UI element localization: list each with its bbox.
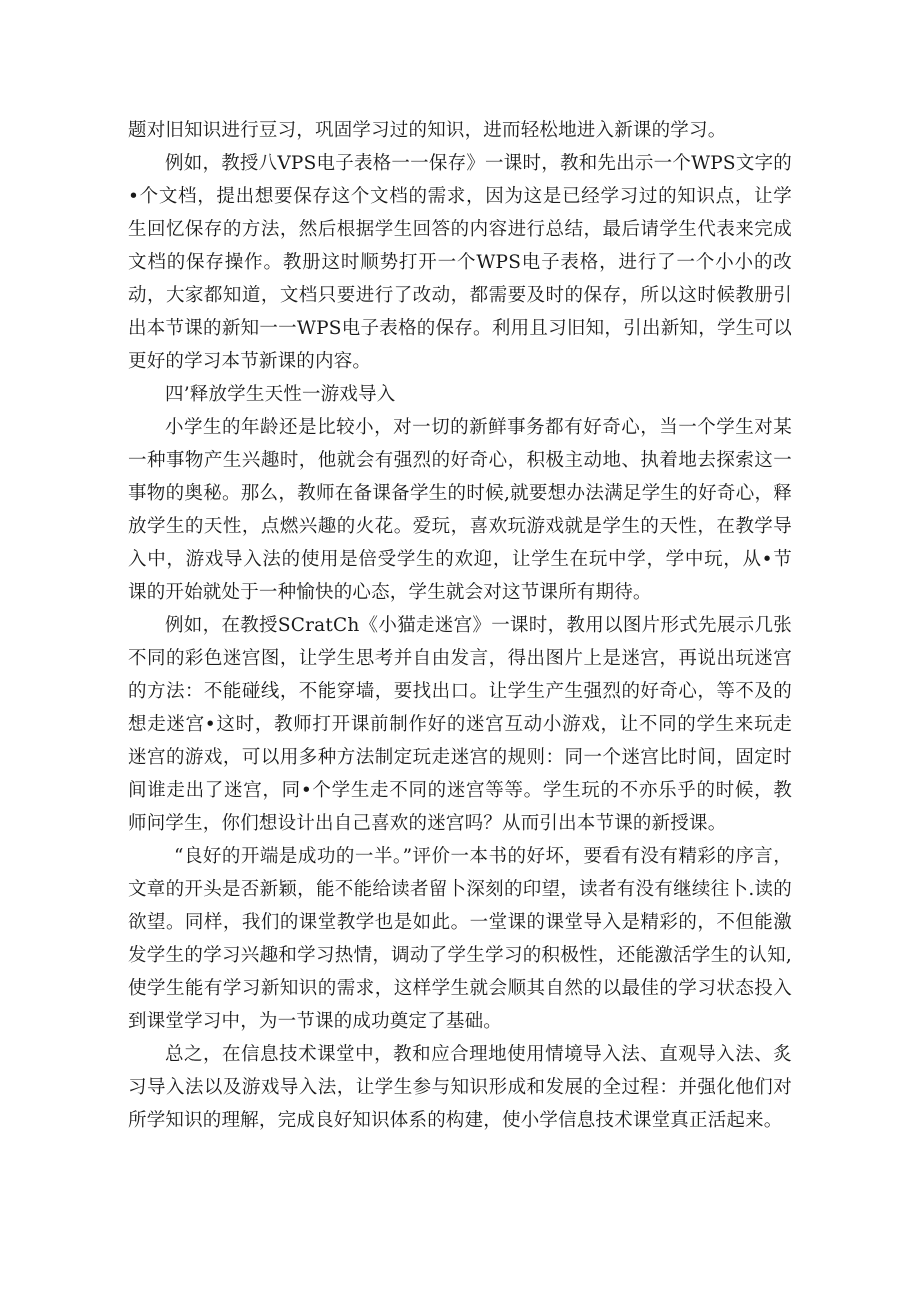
paragraph-3: 小学生的年龄还是比较小，对一切的新鲜事务都有好奇心，当一个学生对某一种事物产生兴趣时，他就会有强烈的好奇心，积极主动地、执着地去探索这一事物的奥秘。那么，教师在备课备学生的时候,就要想办法满足学生的好奇心，释放学生的天性，点燃兴趣的火花。爱玩，喜欢玩游戏就是学生的天性，在教学导入中，游戏导入法的使用是倍受学生的欢迎，让学生在玩中学，学中玩，从•节课的开始就处于一种愉快的心态，学生就会对这节课所有期待。: [128, 417, 792, 603]
section-heading: 四’释放学生天性一游戏导入: [165, 384, 396, 405]
paragraph-1: 题对旧知识进行豆习，巩固学习过的知识，进而轻松地进入新课的学习。: [128, 120, 727, 141]
paragraph-2: 例如，教授八VPS电子表格一一保存》一课时，教和先出示一个WPS文字的•个文档，提出想要保存这个文档的需求，因为这是已经学习过的知识点，让学生回忆保存的方法，然后根据学生回答的内容进行总结，最后请学生代表来完成文档的保存操作。教册这时顺势打开一个WPS电子表格，进行了一个小小的改动，大家都知道，文档只要进行了改动，都需要及时的保存，所以这时候教册引出本节课的新知一一WPS电子表格的保存。利用且习旧知，引出新知，学生可以更好的学习本节新课的内容。: [128, 153, 792, 372]
paragraph-4: 例如，在教授SCratCh《小猫走迷宫》一课时，教用以图片形式先展示几张不同的彩色迷宫图，让学生思考并自由发言，得出图片上是迷宫，再说出玩迷宫的方法：不能碰线，不能穿墙，要找出口。让学生产生强烈的好奇心，等不及的想走迷宫•这时，教师打开课前制作好的迷宫互动小游戏，让不同的学生来玩走迷宫的游戏，可以用多种方法制定玩走迷宫的规则：同一个迷宫比时间，固定时间谁走出了迷宫，同•个学生走不同的迷宫等等。学生玩的不亦乐乎的时候，教师问学生，你们想设计出自己喜欢的迷宫吗？从而引出本节课的新授课。: [128, 615, 792, 834]
document-body: [128, 114, 792, 1137]
paragraph-5: “良好的开端是成功的一半。”评价一本书的好坏，要看有没有精彩的序言，文章的开头是否新颖，能不能给读者留卜深刻的印望，读者有没有继续往卜.读的欲望。同样，我们的课堂教学也是如此。一堂课的课堂导入是精彩的，不但能激发学生的学习兴趣和学习热情，调动了学生学习的积极性，还能激活学生的认知,使学生能有学习新知识的需求，这样学生就会顺其自然的以最佳的学习状态投入到课堂学习中，为一节课的成功奠定了基础。: [128, 846, 792, 1032]
paragraph-6: 总之，在信息技术课堂中，教和应合理地使用情境导入法、直观导入法、炙习导入法以及游戏导入法，让学生参与知识形成和发展的全过程：并强化他们对所学知识的理解，完成良好知识体系的构建，使小学信息技术课堂真正活起来。: [128, 1044, 792, 1131]
